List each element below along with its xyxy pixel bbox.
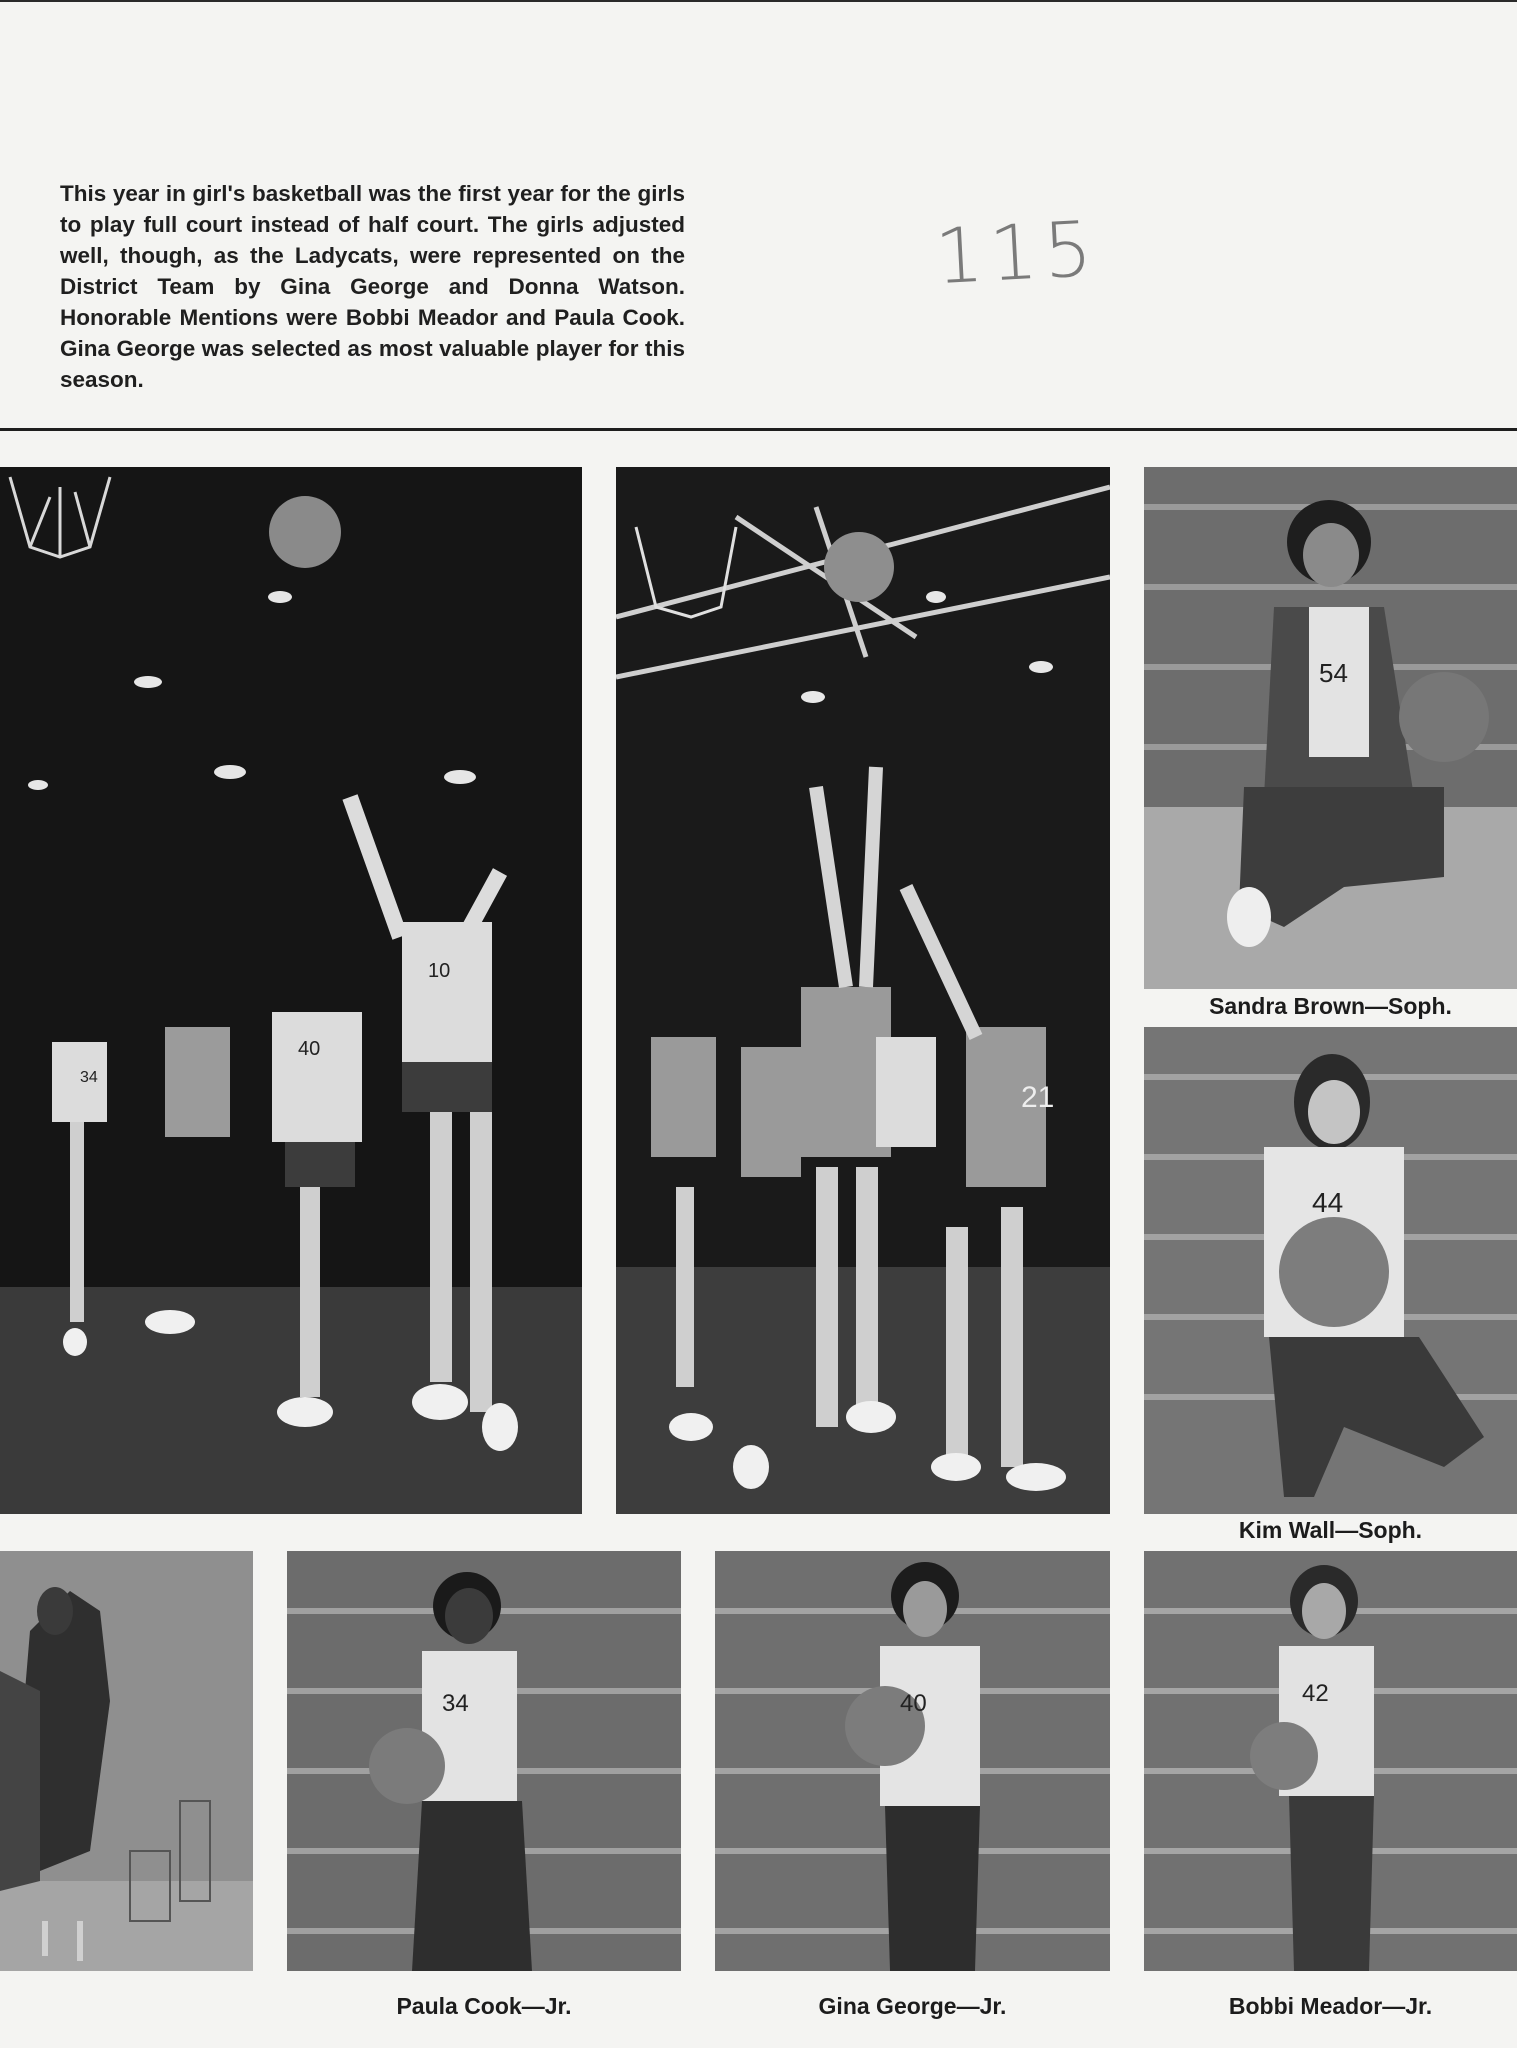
jersey-number: 44 <box>1312 1187 1344 1218</box>
caption-paula-cook: Paula Cook—Jr. <box>396 1993 572 2019</box>
jersey-number: 40 <box>900 1690 927 1717</box>
photo-kim-wall <box>1144 1027 1517 1514</box>
photo-bobbi-meador <box>1144 1551 1517 1971</box>
photo-gina-george <box>715 1551 1110 1971</box>
jersey-number: 54 <box>1319 658 1348 688</box>
section-divider <box>0 428 1517 431</box>
intro-paragraph: This year in girl's basketball was the first year for the girls to play full court instead of half court. The girls adjusted well, though, as the Ladycats, were represented on the District Team by Gina George and Donna Watson. Honorable Mentions were Bobbi Meador and Paula Cook. Gina George was selected as most valuable player for this season. <box>60 181 685 392</box>
top-rule <box>0 0 1517 2</box>
jersey-number: 34 <box>442 1690 469 1717</box>
photo-game-action-bottom <box>0 1551 253 1971</box>
photo-game-action-center <box>616 467 1110 1514</box>
photo-game-action-left <box>0 467 582 1514</box>
handwritten-page-number: 115 <box>932 203 1101 302</box>
jersey-number: 21 <box>1021 1081 1055 1114</box>
jersey-number: 34 <box>80 1069 98 1086</box>
caption-kim-wall: Kim Wall—Soph. <box>1238 1517 1423 1543</box>
caption-sandra-brown: Sandra Brown—Soph. <box>1209 993 1452 1019</box>
photo-paula-cook <box>287 1551 681 1971</box>
caption-bobbi-meador: Bobbi Meador—Jr. <box>1228 1993 1433 2019</box>
jersey-number: 10 <box>428 960 451 982</box>
jersey-number: 40 <box>298 1038 321 1060</box>
photo-sandra-brown <box>1144 467 1517 989</box>
jersey-number: 42 <box>1302 1680 1329 1707</box>
caption-gina-george: Gina George—Jr. <box>818 1993 1007 2019</box>
